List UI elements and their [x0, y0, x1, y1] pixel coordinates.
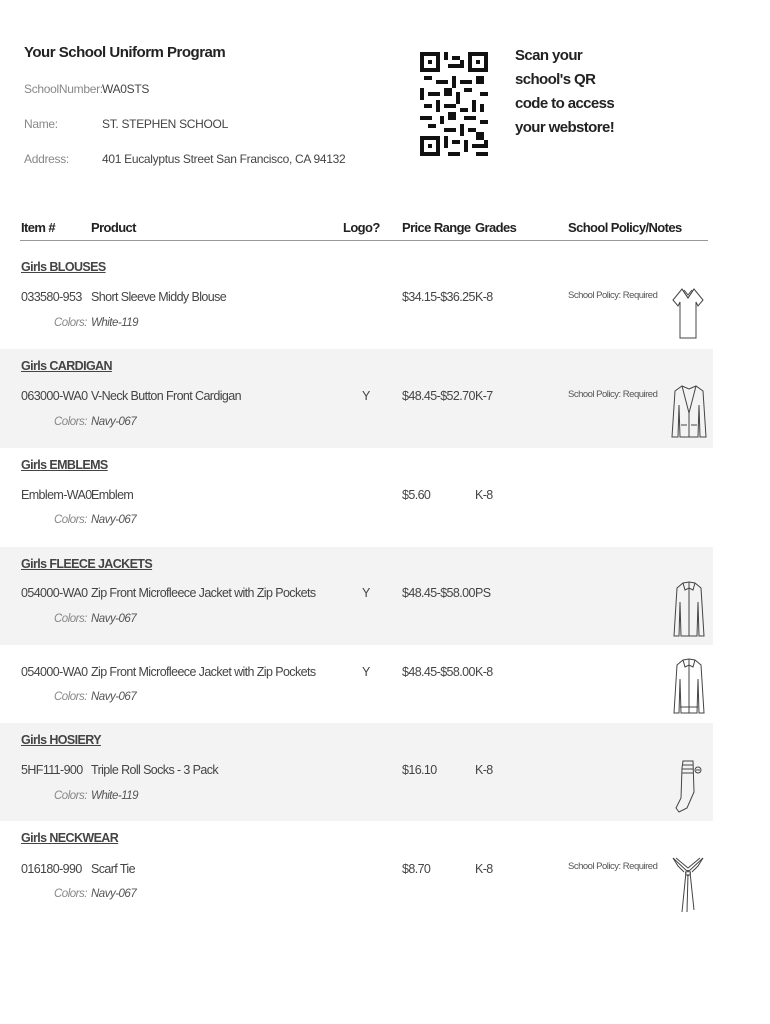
header-divider	[20, 240, 708, 241]
category-heading: Girls FLEECE JACKETS	[21, 557, 153, 571]
address-value: 401 Eucalyptus Street San Francisco, CA 94132	[102, 152, 346, 166]
logo-flag: Y	[362, 586, 370, 600]
col-header-notes: School Policy/Notes	[568, 220, 682, 235]
policy-note: School Policy: Required	[568, 389, 658, 400]
category-heading: Girls NECKWEAR	[21, 831, 119, 845]
logo-flag: Y	[362, 389, 370, 403]
product-name[interactable]: V-Neck Button Front Cardigan	[91, 389, 241, 403]
scarf-tie-icon[interactable]	[670, 854, 706, 916]
category-heading: Girls EMBLEMS	[21, 458, 108, 472]
policy-note: School Policy: Required	[568, 290, 658, 301]
qr-line-2: school's QR	[515, 71, 596, 88]
colors-value: Navy-067	[91, 613, 137, 625]
col-header-grades: Grades	[475, 220, 517, 235]
colors-value: White-119	[91, 317, 139, 329]
school-number-value: WA0STS	[102, 82, 150, 96]
price-range: $16.10	[402, 763, 437, 777]
grades: K-8	[475, 488, 493, 502]
colors-label: Colors:	[54, 416, 87, 428]
colors-label: Colors:	[54, 613, 87, 625]
item-number[interactable]: 5HF111-900	[21, 763, 83, 777]
page-title: Your School Uniform Program	[24, 44, 226, 61]
product-name[interactable]: Scarf Tie	[91, 862, 135, 876]
grades: K-7	[475, 389, 493, 403]
item-number[interactable]: 054000-WA0	[21, 586, 88, 600]
school-name-value: ST. STEPHEN SCHOOL	[102, 117, 228, 131]
grades: K-8	[475, 862, 493, 876]
qr-line-4: your webstore!	[515, 119, 615, 136]
school-name-label: Name:	[24, 117, 58, 131]
jacket-icon[interactable]	[672, 657, 706, 717]
grades: PS	[475, 586, 491, 600]
colors-label: Colors:	[54, 691, 87, 703]
price-range: $8.70	[402, 862, 431, 876]
colors-value: Navy-067	[91, 514, 137, 526]
product-name[interactable]: Emblem	[91, 488, 134, 502]
grades: K-8	[475, 763, 493, 777]
grades: K-8	[475, 290, 493, 304]
colors-value: White-119	[91, 790, 139, 802]
col-header-product: Product	[91, 220, 136, 235]
jacket-icon[interactable]	[672, 580, 706, 640]
colors-label: Colors:	[54, 888, 87, 900]
price-range: $34.15-$36.25	[402, 290, 475, 304]
product-name[interactable]: Triple Roll Socks - 3 Pack	[91, 763, 219, 777]
colors-label: Colors:	[54, 790, 87, 802]
col-header-item: Item #	[21, 220, 55, 235]
grades: K-8	[475, 665, 493, 679]
category-heading: Girls BLOUSES	[21, 260, 106, 274]
policy-note: School Policy: Required	[568, 861, 658, 872]
product-name[interactable]: Zip Front Microfleece Jacket with Zip Pockets	[91, 586, 316, 600]
product-name[interactable]: Short Sleeve Middy Blouse	[91, 290, 227, 304]
blouse-icon[interactable]	[670, 286, 706, 342]
sock-icon[interactable]	[673, 758, 705, 816]
price-range: $5.60	[402, 488, 431, 502]
cardigan-icon[interactable]	[669, 383, 709, 441]
category-heading: Girls HOSIERY	[21, 733, 101, 747]
colors-value: Navy-067	[91, 691, 137, 703]
item-number[interactable]: 063000-WA0	[21, 389, 88, 403]
colors-label: Colors:	[54, 514, 87, 526]
item-number[interactable]: Emblem-WA0	[21, 488, 92, 502]
address-label: Address:	[24, 152, 69, 166]
qr-code-icon[interactable]	[420, 52, 488, 156]
colors-label: Colors:	[54, 317, 87, 329]
price-range: $48.45-$58.00	[402, 586, 475, 600]
logo-flag: Y	[362, 665, 370, 679]
item-number[interactable]: 016180-990	[21, 862, 82, 876]
category-heading: Girls CARDIGAN	[21, 359, 112, 373]
product-name[interactable]: Zip Front Microfleece Jacket with Zip Pockets	[91, 665, 316, 679]
price-range: $48.45-$52.70	[402, 389, 475, 403]
qr-line-3: code to access	[515, 95, 615, 112]
price-range: $48.45-$58.00	[402, 665, 475, 679]
col-header-logo: Logo?	[343, 220, 380, 235]
colors-value: Navy-067	[91, 888, 137, 900]
col-header-price: Price Range	[402, 220, 471, 235]
school-number-label: SchoolNumber:	[24, 82, 103, 96]
qr-instructions	[515, 44, 625, 140]
item-number[interactable]: 033580-953	[21, 290, 82, 304]
qr-line-1: Scan your	[515, 47, 583, 64]
colors-value: Navy-067	[91, 416, 137, 428]
item-number[interactable]: 054000-WA0	[21, 665, 88, 679]
